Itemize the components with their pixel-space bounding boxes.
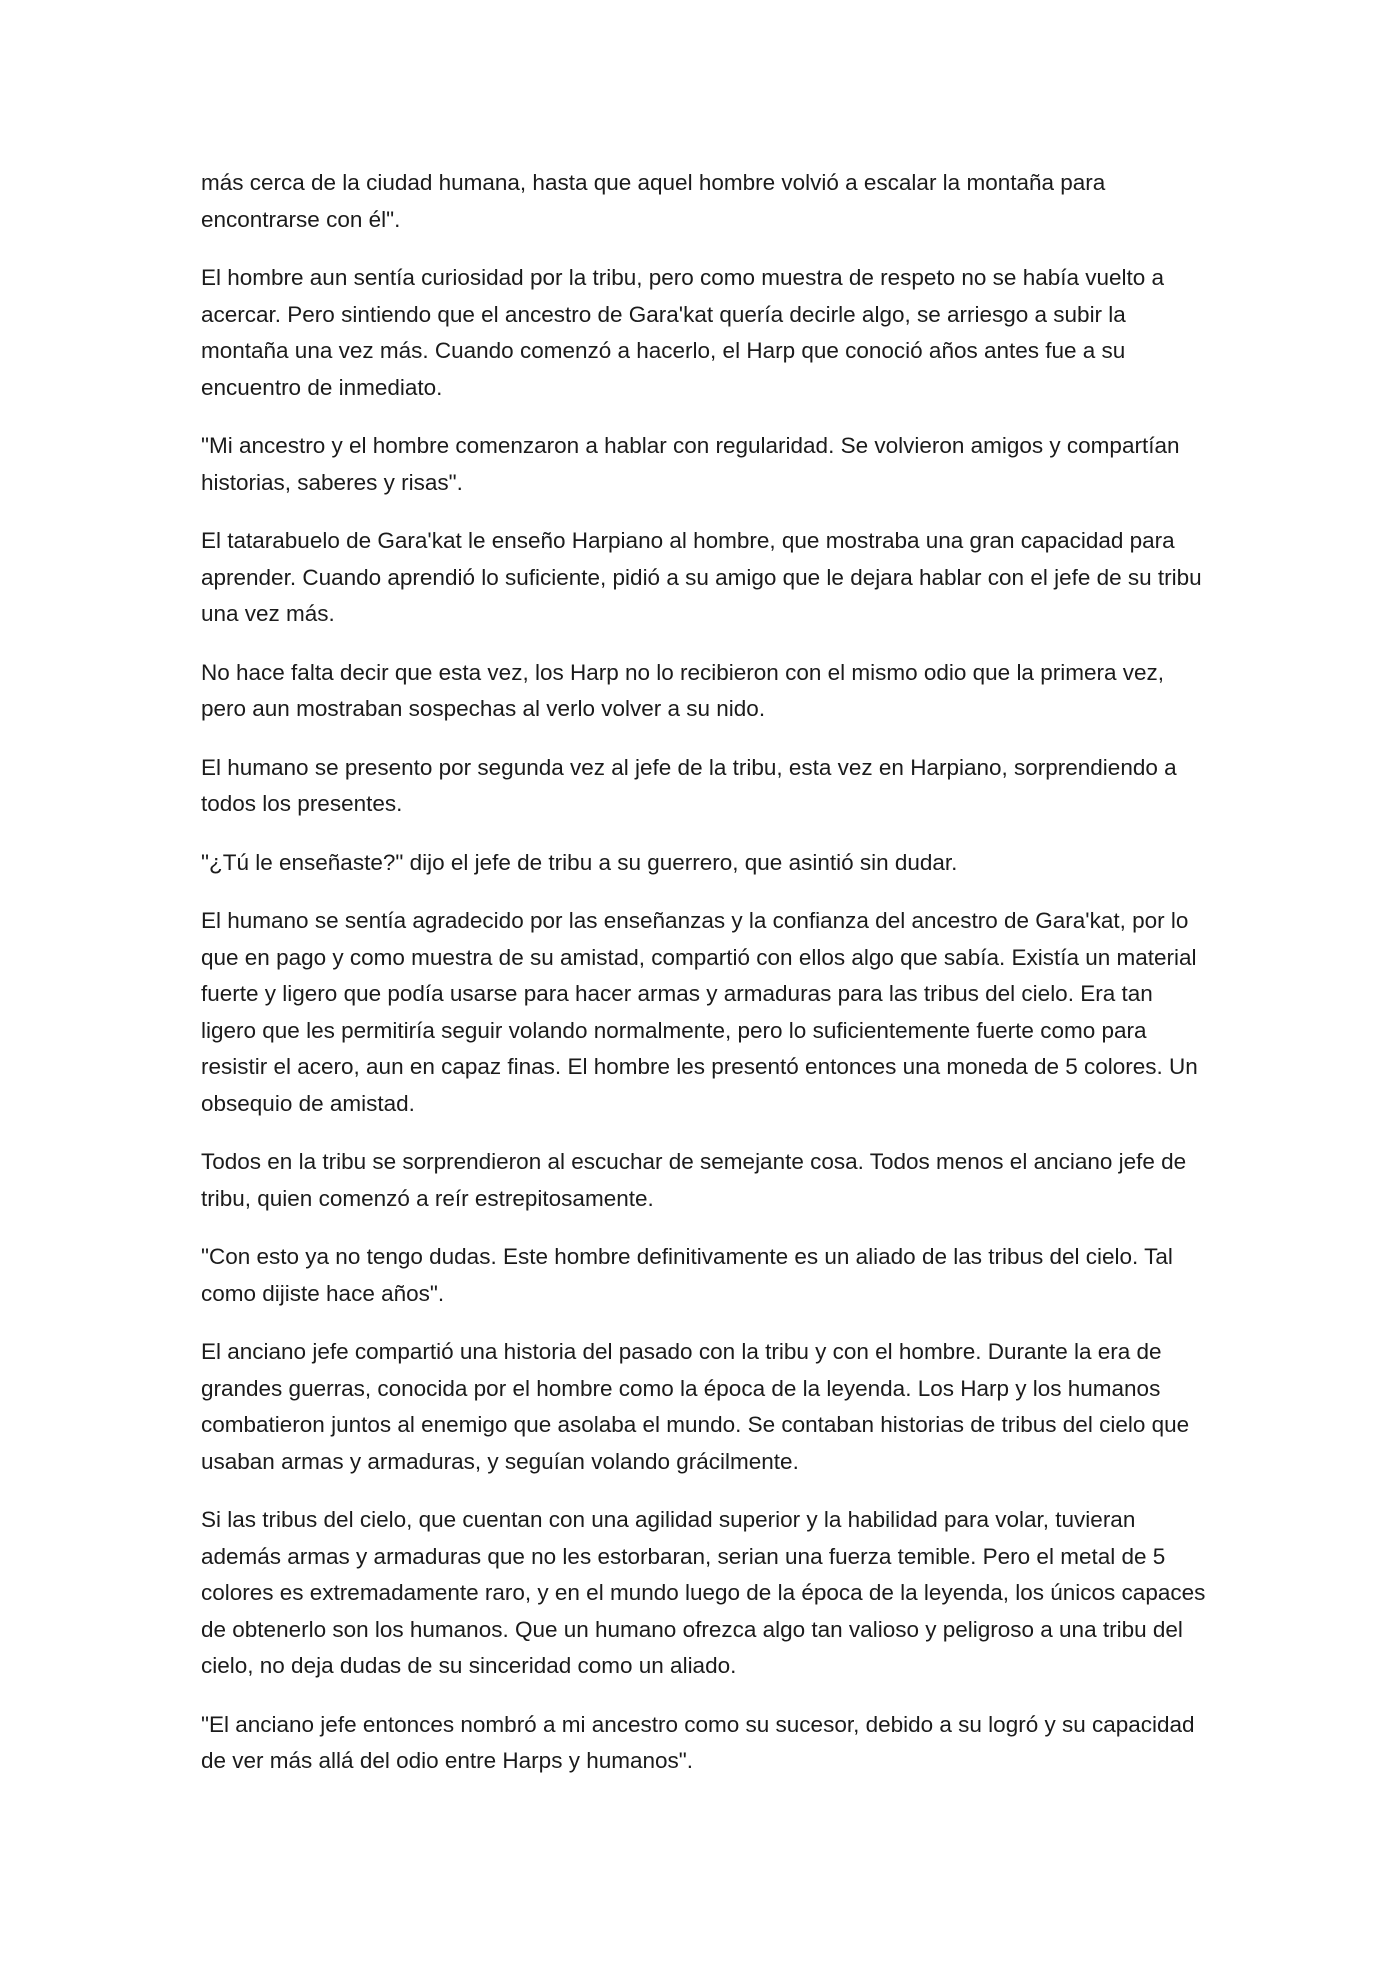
document-body [201,165,1206,1802]
paragraph-3: "Mi ancestro y el hombre comenzaron a hablar con regularidad. Se volvieron amigos y compartían historias, saberes y risas". [201,433,1180,495]
paragraph-2: El hombre aun sentía curiosidad por la tribu, pero como muestra de respeto no se había vuelto a acercar. Pero sintiendo que el ancestro de Gara'kat quería decirle algo, se arriesgo a subir la montaña una vez más. Cuando comenzó a hacerlo, el Harp que conoció años antes fue a su encuentro de inmediato. [201,265,1165,400]
paragraph-7: "¿Tú le enseñaste?" dijo el jefe de tribu a su guerrero, que asintió sin dudar. [201,849,958,875]
paragraph-9: Todos en la tribu se sorprendieron al escuchar de semejante cosa. Todos menos el anciano jefe de tribu, quien comenzó a reír estrepitosamente. [201,1149,1187,1211]
paragraph-12: Si las tribus del cielo, que cuentan con una agilidad superior y la habilidad para volar, tuvieran además armas y armaduras que no les estorbaran, serian una fuerza temible. Pero el metal de 5 colores es extremadamente raro, y en el mundo luego de la época de la leyenda, los únicos capaces de obtenerlo son los humanos. Que un humano ofrezca algo tan valioso y peligroso a una tribu del cielo, no deja dudas de su sinceridad como un aliado. [201,1507,1206,1678]
paragraph-6: El humano se presento por segunda vez al jefe de la tribu, esta vez en Harpiano, sorprendiendo a todos los presentes. [201,754,1177,816]
paragraph-10: "Con esto ya no tengo dudas. Este hombre definitivamente es un aliado de las tribus del cielo. Tal como dijiste hace años". [201,1244,1173,1306]
paragraph-11: El anciano jefe compartió una historia del pasado con la tribu y con el hombre. Durante la era de grandes guerras, conocida por el hombre como la época de la leyenda. Los Harp y los humanos combatieron juntos al enemigo que asolaba el mundo. Se contaban historias de tribus del cielo que usaban armas y armaduras, y seguían volando grácilmente. [201,1339,1190,1474]
paragraph-8: El humano se sentía agradecido por las enseñanzas y la confianza del ancestro de Gara'kat, por lo que en pago y como muestra de su amistad, compartió con ellos algo que sabía. Existía un material fuerte y ligero que podía usarse para hacer armas y armaduras para las tribus del cielo. Era tan ligero que les permitiría seguir volando normalmente, pero lo suficientemente fuerte como para resistir el acero, aun en capaz finas. El hombre les presentó entonces una moneda de 5 colores. Un obsequio de amistad. [201,908,1198,1116]
paragraph-4: El tatarabuelo de Gara'kat le enseño Harpiano al hombre, que mostraba una gran capacidad para aprender. Cuando aprendió lo suficiente, pidió a su amigo que le dejara hablar con el jefe de su tribu una vez más. [201,528,1202,626]
paragraph-5: No hace falta decir que esta vez, los Harp no lo recibieron con el mismo odio que la primera vez, pero aun mostraban sospechas al verlo volver a su nido. [201,659,1164,721]
paragraph-1: más cerca de la ciudad humana, hasta que aquel hombre volvió a escalar la montaña para encontrarse con él". [201,170,1106,232]
paragraph-13: "El anciano jefe entonces nombró a mi ancestro como su sucesor, debido a su logró y su capacidad de ver más allá del odio entre Harps y humanos". [201,1711,1195,1773]
